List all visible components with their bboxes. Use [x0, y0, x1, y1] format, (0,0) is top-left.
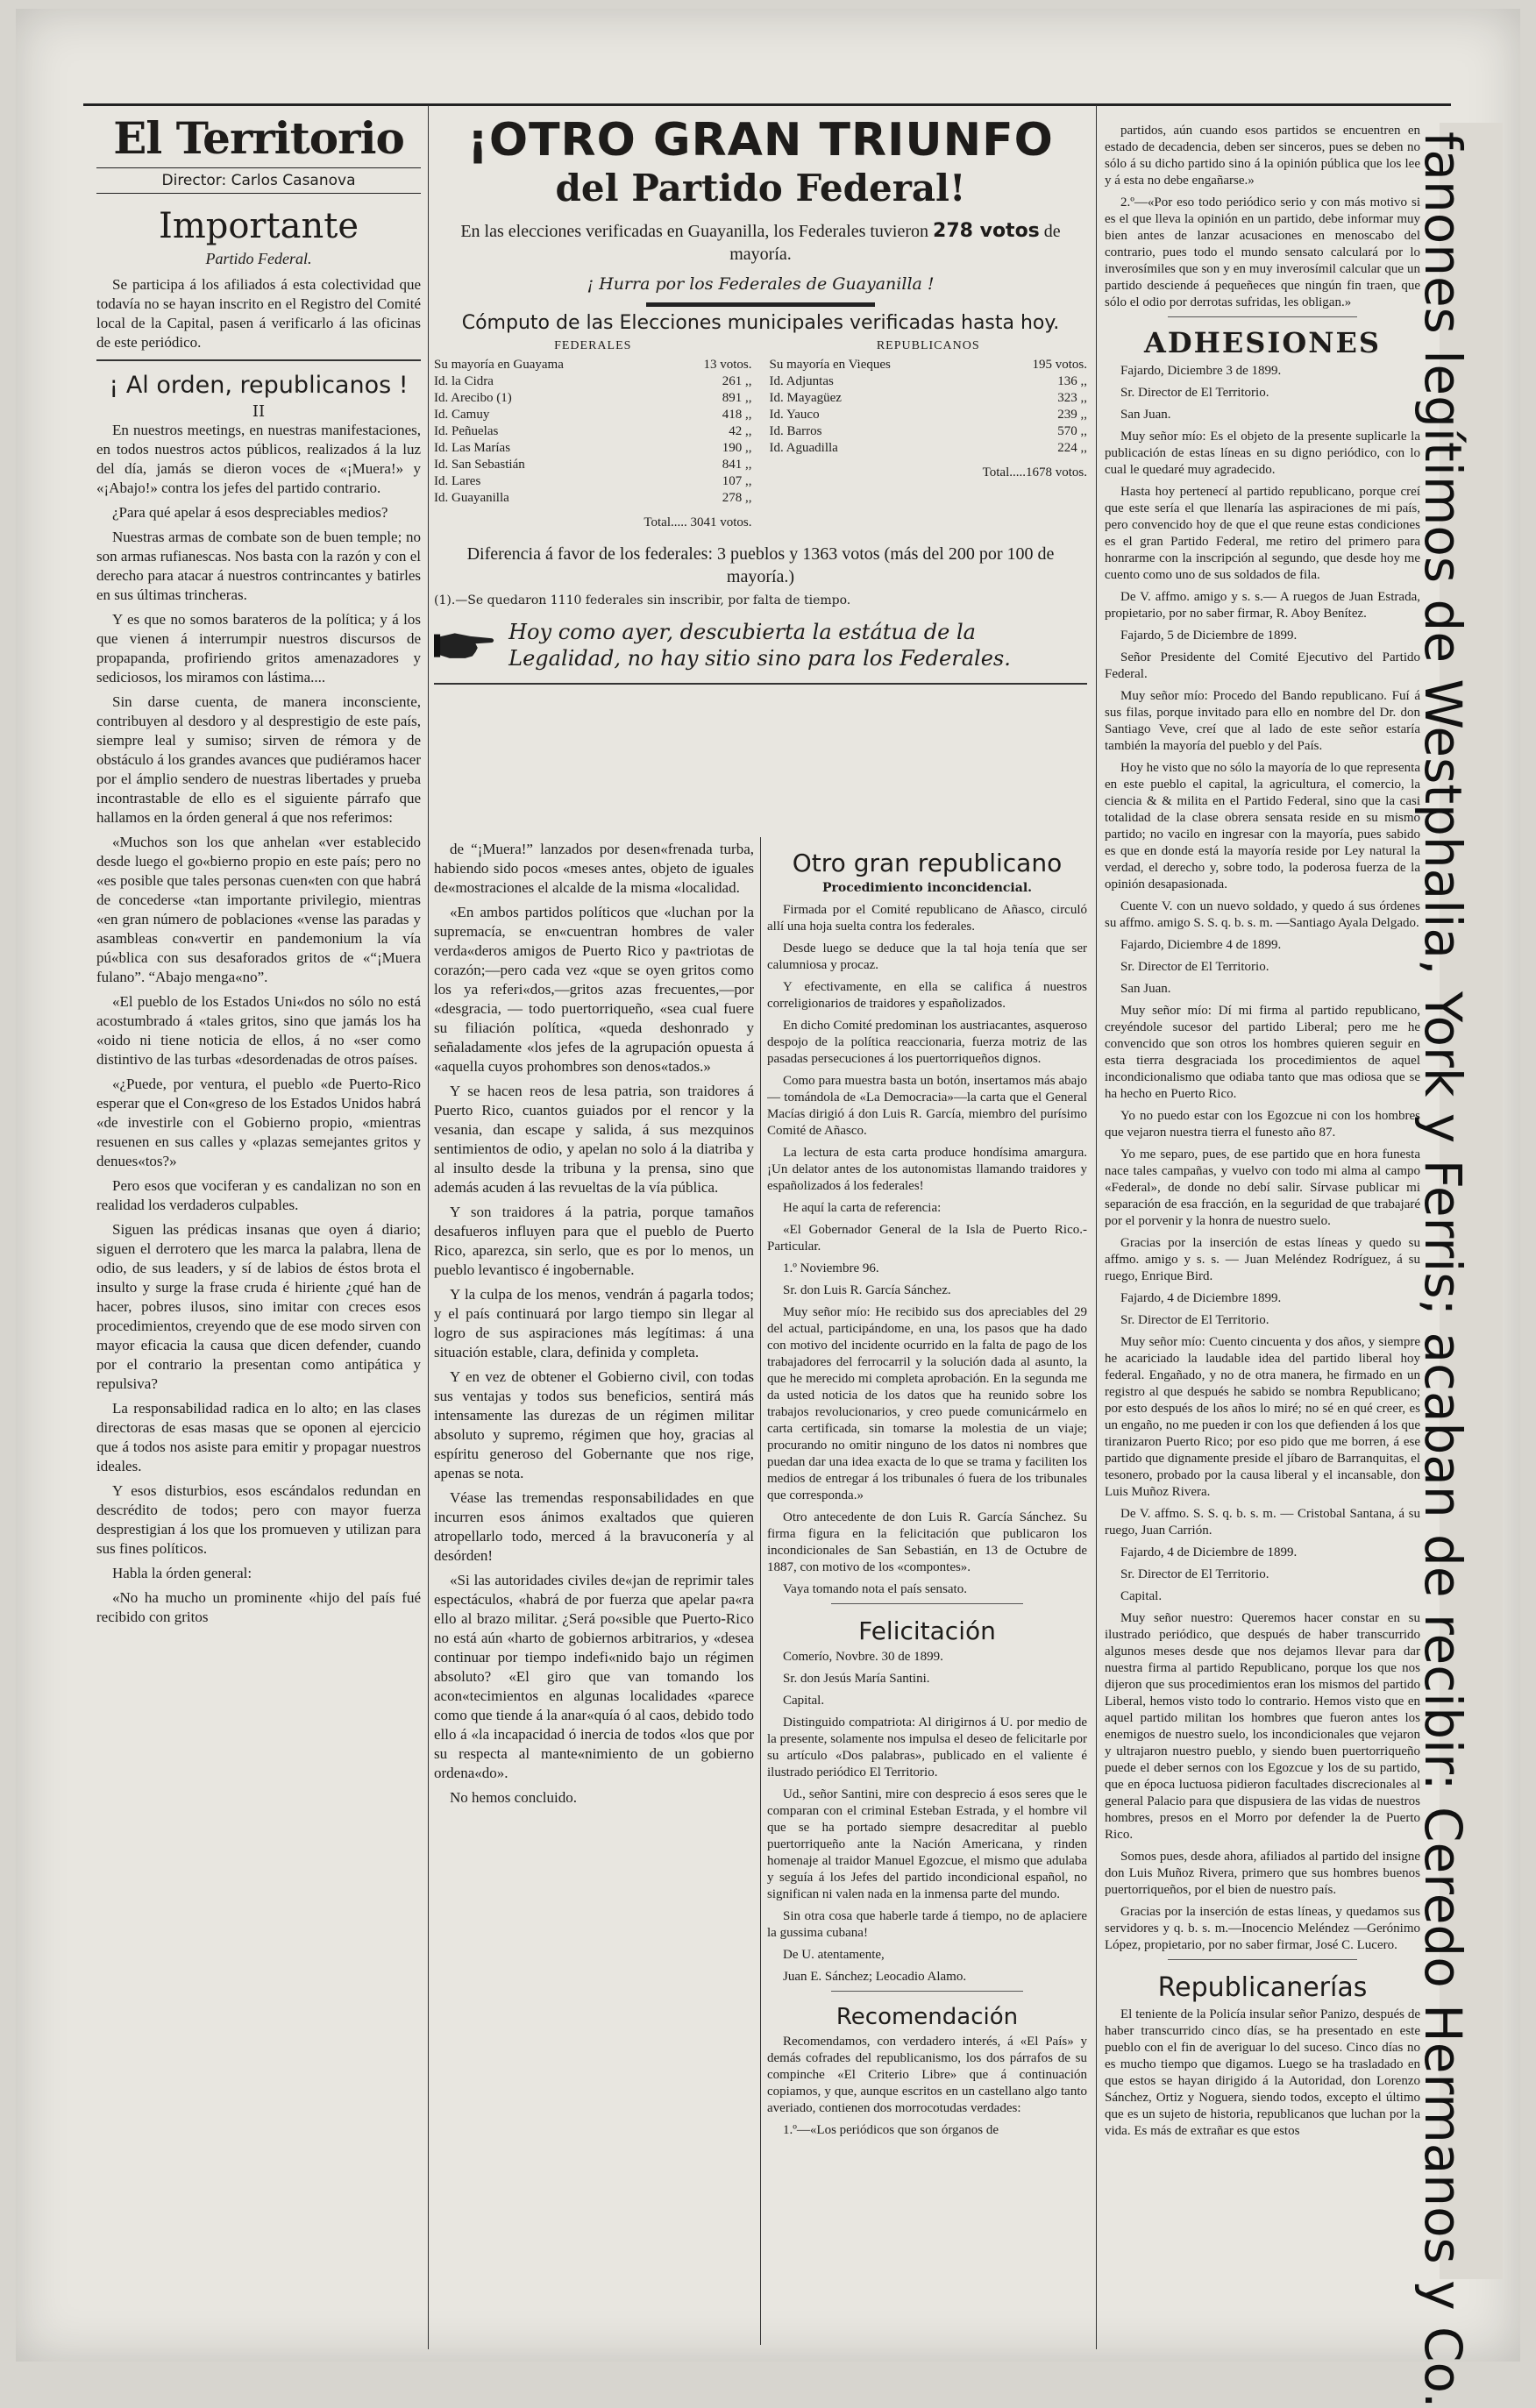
article-paragraph: Y se hacen reos de lesa patria, son traidores á Puerto Rico, cuantos guiados por el rencor y la vesania, dan escape y salida, á sus mezquinos sentimientos de odio, y apelan no solo á la diatriba y al insulto desde la tribuna y la prensa, sino que además acuden á las revueltas de la vía pública. — [434, 1083, 754, 1196]
article-paragraph: de “¡Muera!” lanzados por desen«frenada turba, habiendo sido pocos «meses antes, objeto de iguales de«mostraciones el alcalde de la misma «localidad. — [434, 841, 754, 896]
footnote: (1).—Se quedaron 1110 federales sin inscribir, por falta de tiempo. — [434, 593, 851, 607]
felicitacion-paragraph: Capital. — [783, 1694, 825, 1708]
row-votes: 190 ,, — [722, 441, 752, 455]
adhesion-paragraph: Muy señor nuestro: Queremos hacer constar en su ilustrado periódico, que después de haber transcurrido algunos meses desde que nos dejamos llevar para dar nuestra firma al partido Republicano, porque los que nos dijeron que sus procedimientos eran los mismos del partido Liberal, hemos visto todo lo contrario. Hemos visto que en aquel partido militan los hombres que fueron antes los enemigos de nuestro suelo, los incondicionales que vejaron y ultrajaron nuestro pueblo, y siendo buen puertorriqueño puede el deber sernos con los Egozcue y los de su partido, que en época luctuosa pidieron facultades discrecionales al general Palacio para que dispusiera de las vidas de nuestros hombres, presos en el Morro por defender la de Puerto Rico. — [1105, 1611, 1420, 1842]
otro-paragraph: 1.º Noviembre 96. — [783, 1261, 879, 1275]
adhesion-paragraph: Fajardo, Diciembre 4 de 1899. — [1120, 938, 1282, 952]
row-place: Id. Peñuelas — [434, 424, 499, 438]
orden-paragraph: En nuestros meetings, en nuestras manifestaciones, en todos nuestros actos públicos, realizados á la luz del día, jamás se dieron voces de «¡Muera!» y «¡Abajo!» contra los jefes del partido contrario. — [96, 422, 421, 496]
adhesion-paragraph: Hasta hoy pertenecí al partido republicano, porque creí que este sería el que llenaría las aspiraciones de mi país, pero convencido hoy de que el que reune estas condiciones es el gran Partido Federal, me retiro del primero para honrarme con la inscripción al segundo, que desde hoy me cuento como uno de sus soldados de fila. — [1105, 485, 1420, 582]
federales-row — [434, 440, 752, 457]
adhesion-paragraph: Señor Presidente del Comité Ejecutivo del Partido Federal. — [1105, 650, 1420, 681]
orden-paragraph: Nuestras armas de combate son de buen temple; no son armas rufianescas. Nos basta con la razón y con el derecho para atacar á nuestros contrincantes y batirles en sus últimas trincheras. — [96, 529, 421, 603]
orden-heading: ¡ Al orden, republicanos ! — [109, 372, 409, 399]
orden-paragraph: «El pueblo de los Estados Uni«dos no sólo no está acostumbrado á «tales gritos, sino que jamás los ha «oido ni tiene noticia de ellos, á no «ser como distintivo de las turbas «desordenadas de otros países. — [96, 993, 421, 1068]
adhesion-paragraph: Yo no puedo estar con los Egozcue ni con los hombres que vejaron nuestra tierra el funesto año 87. — [1105, 1109, 1420, 1140]
row-place: Id. la Cidra — [434, 374, 494, 388]
federales-table — [434, 339, 752, 530]
importante-subheading: Partido Federal. — [205, 250, 312, 267]
row-votes: 195 votos. — [1032, 358, 1087, 372]
importante-heading: Importante — [159, 206, 359, 246]
masthead-title: El Territorio — [113, 112, 404, 164]
adhesion-paragraph: Muy señor mío: Es el objeto de la presente suplicarle la publicación de estas líneas en su digno periódico, con lo cual le quedaré muy agradecido. — [1105, 430, 1420, 477]
otro-paragraph: «El Gobernador General de la Isla de Puerto Rico.- Particular. — [767, 1223, 1087, 1254]
orden-paragraph: «No ha mucho un prominente «hijo del país fué recibido con gritos — [96, 1589, 421, 1625]
felicitacion-paragraph: Distinguido compatriota: Al dirigirnos á U. por medio de la presente, solamente nos impulsa el deseo de felicitarle por su artículo «Dos palabras», publicado en el valiente é ilustrado periódico El Territorio. — [767, 1715, 1087, 1779]
pointing-hand-icon — [434, 614, 496, 676]
republicanos-total: Total.....1678 votos. — [982, 465, 1087, 479]
adhesion-paragraph: Fajardo, 5 de Diciembre de 1899. — [1120, 629, 1298, 643]
republicanerias-heading: Republicanerías — [1157, 1972, 1368, 2003]
section-rule — [434, 683, 1087, 685]
orden-paragraph: Y esos disturbios, esos escándalos redundan en descrédito de todos; pero con mayor fuerza desprestigian á los que los promueven y utilizan para sus fines políticos. — [96, 1482, 421, 1557]
adhesion-paragraph: Capital. — [1120, 1589, 1163, 1603]
republicanos-row — [770, 357, 1088, 373]
row-place: Su mayoría en Guayama — [434, 358, 564, 372]
row-place: Id. Mayagüez — [769, 391, 842, 405]
federales-row — [434, 357, 752, 373]
orden-paragraph: ¿Para qué apelar á esos despreciables medios? — [112, 504, 388, 521]
recomendacion-paragraph: Recomendamos, con verdadero interés, á «El País» y demás cofrades del republicanismo, los dos párrafos de su compinche «El Criterio Libre» que á continuación copiamos, y que, aunque escritos en un castellano algo tanto averiado, contienen dos morrocotudas verdades: — [767, 2035, 1087, 2115]
adhesion-paragraph: Cuente V. con un nuevo soldado, y quedo á sus órdenes su affmo. amigo S. S. q. b. s. m. —Santiago Ayala Delgado. — [1105, 899, 1420, 930]
felicitacion-heading: Felicitación — [858, 1616, 996, 1645]
adhesion-paragraph: Hoy he visto que no sólo la mayoría de lo que representa en este pueblo el capital, la agricultura, el comercio, la ciencia & & milita en el Partido Federal, sino que la casi totalidad de la clase obrera sensata reside en su mismo partido; no vacilo en ingresar con la mayoría, pues sabido es que en donde está la mayoría reside por Ley natural la verdad, el derecho y, sobre todo, la poderosa fuerza de la opinión desapasionada. — [1105, 761, 1420, 891]
article-paragraph: «En ambos partidos políticos que «luchan por la supremacía, se en«cuentran hombres de valer verda«deros amigos de Puerto Rico y pa«triotas de corazón;—pero cada vez «que se oyen gritos como los ya referi«dos,—gritos azas frecuentes,—por «desgracia, — todo puertorriqueño, «sea cual fuere su filiación política, «queda deshonrado y señaladamente «los jefes de la agrupación opuesta á «aquella cuyos prohombres son denos«tados.» — [434, 904, 754, 1075]
adhesion-paragraph: Muy señor mío: Procedo del Bando republicano. Fuí á sus filas, porque invitado para ello en nombre del Dr. don Santiago Veve, creí que al lado de este señor estaría también la mayoría del pueblo y del País. — [1105, 689, 1420, 753]
felicitacion-paragraph: Sr. don Jesús María Santini. — [783, 1672, 930, 1686]
lede-bold: 278 votos — [933, 220, 1040, 242]
column-center-top — [434, 105, 1087, 833]
federales-row — [434, 407, 752, 423]
row-votes: 570 ,, — [1057, 424, 1087, 438]
importante-body: Se participa á los afiliados á esta colectividad que todavía no se hayan inscrito en el Registro del Comité local de la Capital, pasen á verificarlo á las oficinas de este periódico. — [96, 276, 421, 351]
recomendacion-heading: Recomendación — [836, 2004, 1019, 2030]
column-left — [96, 105, 421, 2341]
otro-heading: Otro gran republicano — [792, 849, 1063, 877]
otro-paragraph: Firmada por el Comité republicano de Añasco, circuló allí una hoja suelta contra los federales. — [767, 903, 1087, 934]
adhesion-paragraph: San Juan. — [1120, 408, 1171, 422]
otro-paragraph: Otro antecedente de don Luis R. García Sánchez. Su firma figura en la felicitación que publicaron los incondicionales de San Sebastián, en 13 de Octubre de 1887, con motivo de los «compontes». — [767, 1510, 1087, 1574]
adhesion-paragraph: Fajardo, Diciembre 3 de 1899. — [1120, 364, 1282, 378]
adhesion-paragraph: Muy señor mío: Cuento cincuenta y dos años, y siempre he acariciado la laudable idea del partido liberal hoy federal. Engañado, y no de otra manera, he firmado en un registro al que después he sabido se nombra Republicano; por esto después de los años lo miré; no sé en qué creer, es un engaño, no me pueden ir con los que defienden á los que tiranizaron Puerto Rico; por eso pido que me borren, á ese partido que dignamente preside el jíbaro de Barranquitas, el tesonero, probado por la causa liberal y el incansable, don Luis Muñoz Rivera. — [1105, 1335, 1420, 1499]
otro-paragraph: Vaya tomando nota el país sensato. — [783, 1582, 967, 1596]
felicitacion-paragraph: Sin otra cosa que haberle tarde á tiempo, no de aplaciere la gussima cubana! — [767, 1909, 1087, 1940]
row-place: Id. Adjuntas — [769, 374, 834, 388]
otro-paragraph: He aquí la carta de referencia: — [783, 1201, 942, 1215]
right-top-paragraph: 2.º—«Por eso todo periódico serio y con más motivo si es el que lleva la opinión en un partido, debe informar muy bien antes de lanzar acusaciones en menoscabo del contrario, pues todo el mundo sensato calculará por lo inverosímiles que son y en muy inverosímil calcular que un partido desciende á pequeñeces que ningún fin traen, que sólo el odio por derrotas sufridas, les obligan.» — [1105, 195, 1420, 309]
felicitacion-paragraph: Ud., señor Santini, mire con desprecio á esos seres que le comparan con el criminal Esteban Estrada, y el hombre vil que se ha portado siempre desacreditar al pueblo puertorriqueño ante la Nación Americana, y rinden homenaje al traidor Manuel Egozcue, el mismo que adulaba y seguía á los Jefes del partido incondicional español, no significan ni valen nada en la inmensa parte del mundo. — [767, 1787, 1087, 1901]
row-votes: 13 votos. — [703, 358, 752, 372]
adhesion-paragraph: Sr. Director de El Territorio. — [1120, 386, 1269, 400]
column-rule — [1096, 105, 1097, 2349]
column-center-left — [434, 840, 754, 2330]
row-votes: 891 ,, — [722, 391, 752, 405]
row-votes: 323 ,, — [1057, 391, 1087, 405]
lede — [434, 220, 1087, 266]
article-paragraph: Y son traidores á la patria, porque tamaños desafueros influyen para que el pueblo de Puerto Rico, aparezca, sin serlo, que es por lo menos, un pueblo levantisco é ingobernable. — [434, 1204, 754, 1278]
row-place: Id. Aguadilla — [769, 441, 838, 455]
republicanos-row — [770, 407, 1088, 423]
orden-paragraph: «¿Puede, por ventura, el pueblo «de Puerto-Rico esperar que el Con«greso de los Estados Unidos habrá «de investirle con el Gobierno propio, «mientras resuenen en sus calles y «plazas semejantes gritos y denues«tos?» — [96, 1076, 421, 1169]
adhesion-paragraph: San Juan. — [1120, 982, 1171, 996]
main-headline: ¡OTRO GRAN TRIUNFO — [467, 114, 1054, 167]
section-rule — [1168, 1959, 1357, 1960]
federales-row — [434, 457, 752, 473]
row-place: Id. San Sebastián — [434, 458, 525, 472]
section-rule — [831, 1603, 1023, 1604]
republicanos-row — [770, 390, 1088, 407]
felicitacion-paragraph: Juan E. Sánchez; Leocadio Alamo. — [783, 1970, 967, 1984]
section-rule — [831, 1991, 1023, 1992]
right-top-paragraph: partidos, aún cuando esos partidos se encuentren en estado de decadencia, deben ser sinceros, pues se deben no sólo á su dicho partido sino á la opinión pública que los lee y á esta no debe engañarse.» — [1105, 124, 1420, 188]
row-votes: 841 ,, — [722, 458, 752, 472]
row-votes: 418 ,, — [722, 408, 752, 422]
orden-number: II — [252, 402, 266, 421]
recomendacion-paragraph: 1.º—«Los periódicos que son órganos de — [783, 2123, 999, 2137]
pointing-hand-block — [434, 614, 1087, 676]
otro-paragraph: Como para muestra basta un botón, insertamos más abajo — tomándola de «La Democracia»—la carta que el General Macías dirigió á don Luis R. García, miembro del purísimo Comité de Añasco. — [767, 1074, 1087, 1138]
republicanerias-paragraph: El teniente de la Policía insular señor Panizo, después de haber transcurrido cinco días, se ha presentado en este pueblo con el fin de averiguar lo del suceso. Cinco días no es mucho tiempo que digamos. Luego se ha trasladado en que estos se hayan dirigido á la Autoridad, don Lorenzo Sánchez, Ortiz y Noguera, siendo todos, excepto el último que es un sujeto de historia, republicanos que luchan por la vida. Es más de extrañar es que estos — [1105, 2007, 1420, 2138]
results-tables — [434, 339, 1087, 530]
orden-paragraph: Y es que no somos barateros de la política; y á los que vienen á interrumpir nuestros discursos de propapanda, profiriendo gritos amenazadores y sediciosos, los miramos con lástima.... — [96, 611, 421, 685]
article-paragraph: No hemos concluido. — [450, 1789, 577, 1806]
otro-subheading: Procedimiento inconcidencial. — [821, 881, 1033, 895]
lede-pre: En las elecciones verificadas en Guayanilla, los Federales tuvieron — [460, 222, 929, 241]
row-votes: 261 ,, — [722, 374, 752, 388]
orden-body — [96, 421, 421, 1627]
row-votes: 42 ,, — [729, 424, 752, 438]
row-place: Id. Las Marías — [434, 441, 511, 455]
orden-paragraph: Habla la órden general: — [112, 1565, 252, 1581]
orden-paragraph: Pero esos que vociferan y es candalizan no son en realidad los verdaderos culpables. — [96, 1177, 421, 1213]
row-place: Id. Yauco — [769, 408, 820, 422]
row-votes: 239 ,, — [1057, 408, 1087, 422]
section-rule — [96, 359, 421, 361]
otro-paragraph: Desde luego se deduce que la tal hoja tenía que ser calumniosa y procaz. — [767, 941, 1087, 972]
column-center-right — [767, 840, 1087, 2330]
row-place: Id. Barros — [769, 424, 822, 438]
republicanos-row — [770, 423, 1088, 440]
article-paragraph: «Si las autoridades civiles de«jan de reprimir tales espectáculos, «habrá de por fuerza que apelar pa«ra ello al brazo militar. ¿Será po«sible que Puerto-Rico no está aún «harto de gobiernos arbitrarios, y «desea continuar por tiempo indefi«nido bajo un régimen absoluto? «El giro que van tomando los acon«tecimientos en algunas localidades «parece como que tiende á la anar«quía ó al caos, debido todo ello á «la incapacidad ó inercia de todos «los que por su respecta al mante«nimiento de un gobierno ordena«do». — [434, 1572, 754, 1781]
adhesion-paragraph: Somos pues, desde ahora, afiliados al partido del insigne don Luis Muñoz Rivera, primero que sus hombres buenos puertorriqueños, por el bien de nuestro país. — [1105, 1850, 1420, 1897]
column-right — [1105, 123, 1420, 2349]
row-votes: 107 ,, — [722, 474, 752, 488]
thick-rule — [646, 302, 875, 307]
federales-title: FEDERALES — [554, 339, 632, 352]
adhesion-paragraph: Sr. Director de El Territorio. — [1120, 1313, 1269, 1327]
federales-total: Total..... 3041 votos. — [644, 515, 752, 529]
row-place: Id. Camuy — [434, 408, 490, 422]
diferencia-line: Diferencia á favor de los federales: 3 pueblos y 1363 votos (más del 200 por 100 de mayoría.) — [466, 544, 1055, 586]
federales-row — [434, 373, 752, 390]
hand-text: Hoy como ayer, descubierta la estátua de la Legalidad, no hay sitio sino para los Federales. — [508, 620, 1011, 671]
adhesion-paragraph: Yo me separo, pues, de ese partido que en hora funesta nace tales campañas, y vuelvo con todo mi alma al campo «Federal», de donde no debí salir. Sírvase publicar mi separación de esa fracción, en la seguridad de que trabajaré por el porvenir y la honra de nuestro suelo. — [1105, 1147, 1420, 1228]
felicitacion-paragraph: De U. atentamente, — [783, 1948, 885, 1962]
row-place: Su mayoría en Vieques — [769, 358, 891, 372]
row-votes: 136 ,, — [1057, 374, 1087, 388]
republicanos-table — [770, 339, 1088, 530]
federales-row — [434, 390, 752, 407]
orden-paragraph: Siguen las prédicas insanas que oyen á diario; siguen el derrotero que les marca la palabra, llena de odio, de sus leaders, y sí de labios de éstos brota el insulto y surge la frase cruda é hiriente ¿qué han de hacer, pobres ilusos, sino imitar con creces esos procedimientos, creyendo que de ese modo sirven con mayor eficacia la causa que dicen defender, cuando por el contrario la presentan como antipática y repulsiva? — [96, 1221, 421, 1392]
main-headline-2: del Partido Federal! — [555, 167, 966, 210]
side-advert-text: fanones legítimos de Westphalia, York y Ferris; acaban de recibir: Ceredo Hermanos y Co. — [1413, 131, 1473, 2408]
orden-paragraph: La responsabilidad radica en lo alto; en las clases directoras de esas masas que se oponen al ejercicio que á todos nos asiste para emitir y propagar nuestros ideales. — [96, 1400, 421, 1474]
federales-row — [434, 473, 752, 490]
computo-heading: Cómputo de las Elecciones municipales verificadas hasta hoy. — [461, 312, 1060, 334]
federales-row — [434, 490, 752, 507]
adhesion-paragraph: Sr. Director de El Territorio. — [1120, 1567, 1269, 1581]
otro-paragraph: La lectura de esta carta produce hondísima amargura. ¡Un delator antes de los autonomistas llamando traidores y españolizados á los federales! — [767, 1146, 1087, 1193]
adhesion-paragraph: Sr. Director de El Territorio. — [1120, 960, 1269, 974]
column-rule — [428, 105, 429, 2349]
adhesion-paragraph: De V. affmo. S. S. q. b. s. m. — Cristobal Santana, á su ruego, Juan Carrión. — [1105, 1507, 1420, 1538]
adhesion-paragraph: Fajardo, 4 de Diciembre 1899. — [1120, 1291, 1282, 1305]
article-paragraph: Y en vez de obtener el Gobierno civil, con todas sus ventajas y todos sus beneficios, sentirá más intensamente las durezas de un régimen militar absoluto y supremo, régimen que hoy, gracias al espíritu generoso del Gobernante que nos rige, apenas se nota. — [434, 1368, 754, 1481]
section-rule — [1168, 316, 1357, 317]
republicanos-title: REPUBLICANOS — [876, 339, 980, 352]
article-paragraph: Y la culpa de los menos, vendrán á pagarla todos; y el país continuará por largo tiempo sin llegar al logro de sus aspiraciones más legítimas: á una situación estable, clara, definida y completa. — [434, 1286, 754, 1360]
republicanos-row — [770, 373, 1088, 390]
adhesion-paragraph: Fajardo, 4 de Diciembre de 1899. — [1120, 1545, 1298, 1559]
republicanos-row — [770, 440, 1088, 457]
column-rule — [760, 837, 761, 2345]
lede-post: de mayoría. — [729, 222, 1061, 264]
masthead-director: Director: Carlos Casanova — [96, 167, 421, 194]
row-votes: 278 ,, — [722, 491, 752, 505]
otro-paragraph: En dicho Comité predominan los austriacantes, asqueroso despojo de la política reaccionaria, fuerza motriz de las pasadas persecuciones á los puertorriqueños dignos. — [767, 1019, 1087, 1066]
adhesion-paragraph: Gracias por la inserción de estas líneas y quedo su affmo. amigo y s. s. — Juan Meléndez Rodríguez, á su ruego, Enrique Bird. — [1105, 1236, 1420, 1283]
adhesiones-heading: ADHESIONES — [1144, 326, 1381, 359]
federales-row — [434, 423, 752, 440]
felicitacion-paragraph: Comerío, Novbre. 30 de 1899. — [783, 1650, 943, 1664]
orden-paragraph: «Muchos son los que anhelan «ver establecido desde luego el go«bierno propio en este país; pero no «es posible que tales personas cuen«ten con que habrá de concederse «tan importante privilegio, mientras «en gran número de poblaciones «vense las paradas y asambleas con«vertir en pandemonium la vía pú«blica con sus desaforados gritos de «“¡Muera fulano”. “Abajo menga«no”. — [96, 834, 421, 985]
otro-paragraph: Sr. don Luis R. García Sánchez. — [783, 1283, 951, 1297]
otro-paragraph: Muy señor mío: He recibido sus dos apreciables del 29 del actual, participándome, en una, los pasos que ha dado con motivo del incidente ocurrido en la falta de pago de los trabajadores del ferrocarril y la solución dada al asunto, la que he merecido mi completa aprobación. En la segunda me da usted noticia de los datos que ha reunido sobre los trabajos revolucionarios, y creo puede comunicármelo en carta certificada, sin tomarse la molestia de un viaje; procurando no omitir ninguno de los datos ni nombres que puedan dar una idea exacta de lo que se trama y faciliten los medios de entregar á los tribunales ó fuera de los tribunales que corresponda.» — [767, 1305, 1087, 1502]
row-votes: 224 ,, — [1057, 441, 1087, 455]
article-paragraph: Véase las tremendas responsabilidades en que incurren esos ánimos exaltados que quieren atropellarlo todo, merced á la bravuconería y al desórden! — [434, 1489, 754, 1564]
adhesion-paragraph: Gracias por la inserción de estas líneas, y quedamos sus servidores y q. b. s. m.—Inocencio Meléndez —Gerónimo López, propietario, por no saber firmar, José C. Lucero. — [1105, 1905, 1420, 1952]
row-place: Id. Guayanilla — [434, 491, 509, 505]
row-place: Id. Lares — [434, 474, 481, 488]
orden-paragraph: Sin darse cuenta, de manera inconsciente, contribuyen al desdoro y al desprestigio de este país, siempre leal y sumiso; sirven de rémora y de obstáculo á los grandes avances que pudiéramos hacer por el ámplio sendero de nuestras libertades y prueba incontrastable de ello es el siguiente párrafo que hallamos en la órden general á que nos referimos: — [96, 693, 421, 826]
hurra-line: ¡ Hurra por los Federales de Guayanilla ! — [587, 274, 935, 294]
otro-paragraph: Y efectivamente, en ella se califica á nuestros correligionarios de traidores y españolizados. — [767, 980, 1087, 1011]
adhesion-paragraph: Muy señor mío: Dí mi firma al partido republicano, creyéndole sucesor del partido Liberal; pero me he convencido que son otros los hombres quieren seguir en esta tierra desgraciada los procedimientos de aquel incondicionalismo que odiaba tanto que mas odiosa que se ha hecho en Puerto Rico. — [1105, 1004, 1420, 1101]
adhesion-paragraph: De V. affmo. amigo y s. s.— A ruegos de Juan Estrada, propietario, por no saber firmar, R. Aboy Benítez. — [1105, 590, 1420, 621]
row-place: Id. Arecibo (1) — [434, 391, 512, 405]
